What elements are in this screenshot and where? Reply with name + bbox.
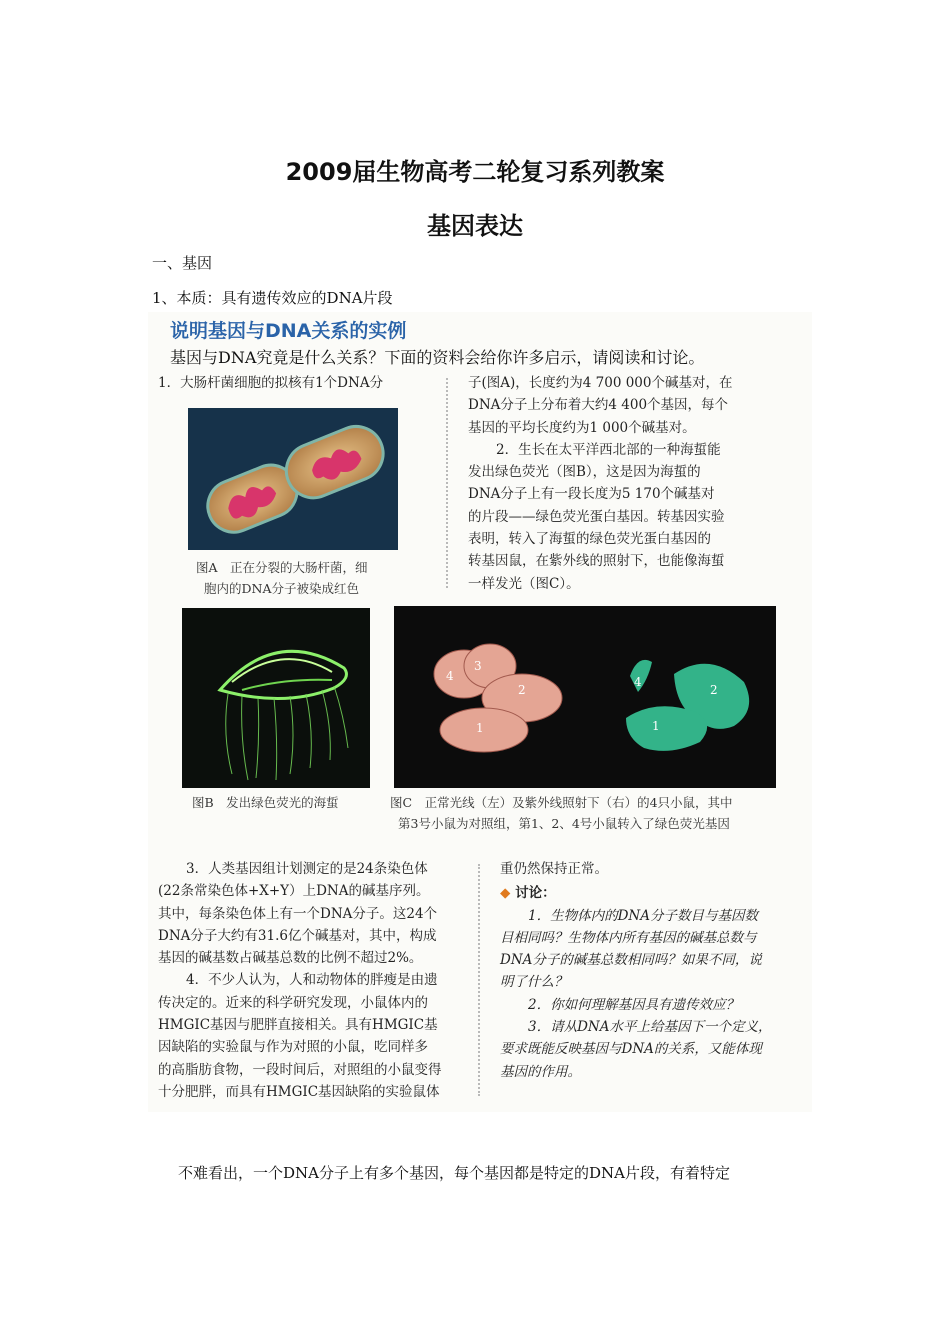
text-line: 3．人类基因组计划测定的是24条染色体 [186,861,428,877]
text-line: 要求既能反映基因与DNA的关系，又能体现 [500,1041,762,1058]
mouse-label: 1 [476,721,484,735]
text-line: (22条常染色体+X+Y）上DNA的碱基序列。 [158,883,430,900]
mouse-label: 2 [710,683,718,697]
text-line: 一样发光（图C）。 [468,575,580,592]
section-subheading: 1、本质：具有遗传效应的DNA片段 [152,289,393,307]
text-line: 发出绿色荧光（图B），这是因为海蜇的 [468,464,701,481]
para3-4 [158,858,442,1103]
text-line: DNA分子大约有31.6亿个碱基对，其中，构成 [158,927,437,944]
textbook-scan [148,312,812,1112]
text-line: 的片段——绿色荧光蛋白基因。转基因实验 [468,508,725,525]
caption-line: 第3号小鼠为对照组，第1、2、4号小鼠转入了绿色荧光基因 [398,816,730,831]
mouse-label: 4 [446,669,454,683]
text-line: 明了什么？ [500,974,568,991]
para1-left: 1．大肠杆菌细胞的拟核有1个DNA分 [158,375,384,391]
text-line: 的高脂肪食物，一段时间后，对照组的小鼠变得 [158,1061,442,1078]
text-line: 十分肥胖，而具有HMGIC基因缺陷的实验鼠体 [158,1083,440,1100]
mouse-label: 4 [634,675,642,689]
text-line: 2．你如何理解基因具有遗传效应？ [528,996,740,1013]
text-line: 因缺陷的实验鼠与作为对照的小鼠，吃同样多 [158,1039,428,1056]
text-line: 转基因鼠，在紫外线的照射下，也能像海蜇 [468,553,725,570]
text-line: DNA分子的碱基总数相同吗？如果不同，说 [500,952,762,969]
text-line: 2．生长在太平洋西北部的一种海蜇能 [496,441,721,458]
discussion-heading [500,882,771,904]
flame-icon: ◆ [500,885,511,902]
figure-a-caption [196,557,368,599]
para1-right [468,372,733,595]
text-line: 4．不少人认为，人和动物体的胖瘦是由遗 [186,972,438,989]
scan-intro: 基因与DNA究竟是什么关系？下面的资料会给你许多启示，请阅读和讨论。 [170,348,705,367]
caption-line: 图A 正在分裂的大肠杆菌，细 [196,560,368,575]
figure-a-ecoli-image [188,408,398,550]
text-line: 子(图A)，长度约为4 700 000个碱基对，在 [468,375,733,391]
text-line: 传决定的。近来的科学研究发现，小鼠体内的 [158,994,428,1011]
text-line: 基因的平均长度约为1 000个碱基对。 [468,419,696,436]
text-line: 基因的作用。 [500,1063,581,1080]
figure-b-caption: 图B 发出绿色荧光的海蜇 [192,795,339,810]
section-heading: 一、基因 [152,254,213,272]
discussion-title: 讨论： [515,885,556,902]
column-divider [478,864,480,1096]
scan-heading: 说明基因与DNA关系的实例 [170,320,407,342]
mouse-label: 3 [474,659,482,673]
text-line: 重仍然保持正常。 [500,861,608,877]
figure-b-jellyfish-image [182,608,370,788]
caption-line: 图C 正常光线（左）及紫外线照射下（右）的4只小鼠，其中 [390,795,733,810]
figure-c-caption [390,792,733,834]
text-line: HMGIC基因与肥胖直接相关。具有HMGIC基 [158,1017,438,1034]
text-line: 3．请从DNA水平上给基因下一个定义， [528,1019,772,1036]
text-line: DNA分子上有一段长度为5 170个碱基对 [468,486,715,503]
text-line: 基因的碱基数占碱基总数的比例不超过2%。 [158,950,423,967]
document-subtitle: 基因表达 [427,212,523,240]
text-line: 其中，每条染色体上有一个DNA分子。这24个 [158,905,438,922]
caption-line: 胞内的DNA分子被染成红色 [204,581,359,596]
text-line: DNA分子上分布着大约4 400个基因，每个 [468,397,729,414]
figure-c-mice-image [394,606,776,788]
discussion-block [500,858,771,1083]
mouse-label: 1 [652,719,660,733]
body-paragraph: 不难看出，一个DNA分子上有多个基因，每个基因都是特定的DNA片段，有着特定 [178,1164,730,1182]
document-title: 2009届生物高考二轮复习系列教案 [285,158,665,186]
text-line: 目相同吗？生物体内所有基因的碱基总数与 [500,929,757,946]
mouse-label: 2 [518,683,526,697]
text-line: 1．生物体内的DNA分子数目与基因数 [528,907,758,924]
column-divider [446,378,448,588]
text-line: 表明，转入了海蜇的绿色荧光蛋白基因的 [468,531,711,548]
